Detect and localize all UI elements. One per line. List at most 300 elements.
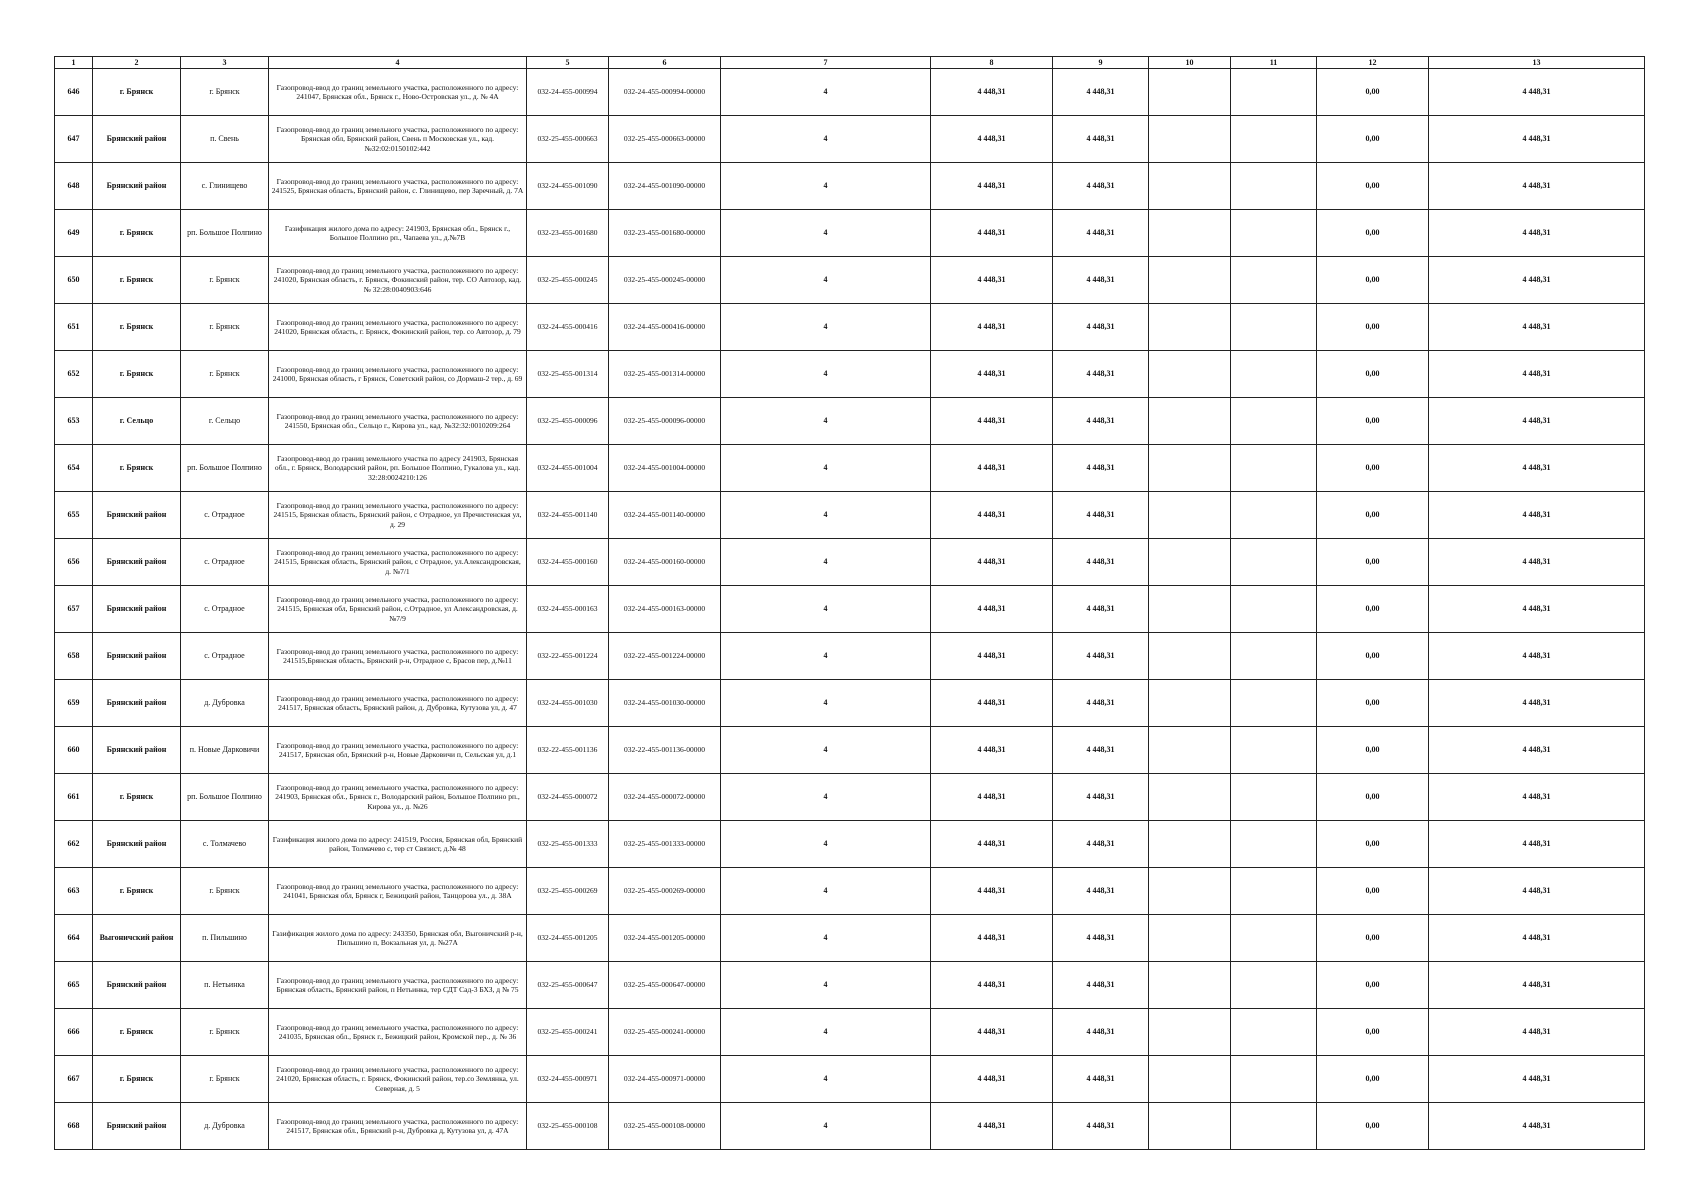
object-code-cell: 032-25-455-000241 — [527, 1009, 609, 1056]
col12-amount-cell: 0,00 — [1317, 633, 1429, 680]
col10-cell — [1149, 351, 1231, 398]
description-cell: Газопровод-ввод до границ земельного участка, расположенного по адресу: 241903, Брянская обл., Брянск г., Володарский район, Большое Полпино рп., Кирова ул., д. №26 — [269, 774, 527, 821]
row-number-cell: 660 — [55, 727, 93, 774]
locality-cell: с. Отрадное — [181, 539, 269, 586]
col12-amount-cell: 0,00 — [1317, 962, 1429, 1009]
object-code-full-cell: 032-25-455-000241-00000 — [609, 1009, 721, 1056]
district-cell: Брянский район — [93, 962, 181, 1009]
col8-amount-cell: 4 448,31 — [931, 727, 1053, 774]
col11-cell — [1231, 774, 1317, 821]
object-code-cell: 032-25-455-000108 — [527, 1103, 609, 1150]
object-code-full-cell: 032-24-455-001205-00000 — [609, 915, 721, 962]
object-code-full-cell: 032-25-455-000663-00000 — [609, 116, 721, 163]
col11-cell — [1231, 868, 1317, 915]
col8-amount-cell: 4 448,31 — [931, 1009, 1053, 1056]
col11-cell — [1231, 633, 1317, 680]
col9-amount-cell: 4 448,31 — [1053, 257, 1149, 304]
object-code-full-cell: 032-24-455-000971-00000 — [609, 1056, 721, 1103]
col7-cell: 4 — [721, 1056, 931, 1103]
table-row — [55, 1103, 1645, 1150]
district-cell: Брянский район — [93, 116, 181, 163]
table-row — [55, 445, 1645, 492]
object-code-cell: 032-25-455-000269 — [527, 868, 609, 915]
col8-amount-cell: 4 448,31 — [931, 445, 1053, 492]
column-header: 1 — [55, 57, 93, 69]
col8-amount-cell: 4 448,31 — [931, 962, 1053, 1009]
row-number-cell: 655 — [55, 492, 93, 539]
col13-amount-cell: 4 448,31 — [1429, 445, 1645, 492]
col13-amount-cell: 4 448,31 — [1429, 774, 1645, 821]
col9-amount-cell: 4 448,31 — [1053, 398, 1149, 445]
col13-amount-cell: 4 448,31 — [1429, 1009, 1645, 1056]
object-code-cell: 032-24-455-000971 — [527, 1056, 609, 1103]
table-row — [55, 774, 1645, 821]
locality-cell: г. Брянск — [181, 69, 269, 116]
col7-cell: 4 — [721, 915, 931, 962]
col9-amount-cell: 4 448,31 — [1053, 821, 1149, 868]
col7-cell: 4 — [721, 1009, 931, 1056]
column-header: 8 — [931, 57, 1053, 69]
col7-cell: 4 — [721, 69, 931, 116]
object-code-cell: 032-24-455-000163 — [527, 586, 609, 633]
col13-amount-cell: 4 448,31 — [1429, 680, 1645, 727]
col11-cell — [1231, 1009, 1317, 1056]
row-number-cell: 654 — [55, 445, 93, 492]
district-cell: г. Брянск — [93, 351, 181, 398]
locality-cell: с. Глинищево — [181, 163, 269, 210]
col12-amount-cell: 0,00 — [1317, 586, 1429, 633]
district-cell: Брянский район — [93, 586, 181, 633]
document-table-container — [54, 56, 1645, 1150]
table-row — [55, 1056, 1645, 1103]
col12-amount-cell: 0,00 — [1317, 304, 1429, 351]
col9-amount-cell: 4 448,31 — [1053, 962, 1149, 1009]
col9-amount-cell: 4 448,31 — [1053, 633, 1149, 680]
object-code-cell: 032-22-455-001136 — [527, 727, 609, 774]
col11-cell — [1231, 69, 1317, 116]
col11-cell — [1231, 680, 1317, 727]
col11-cell — [1231, 210, 1317, 257]
col12-amount-cell: 0,00 — [1317, 1056, 1429, 1103]
col7-cell: 4 — [721, 257, 931, 304]
district-cell: Брянский район — [93, 492, 181, 539]
object-code-full-cell: 032-25-455-001314-00000 — [609, 351, 721, 398]
col7-cell: 4 — [721, 116, 931, 163]
col10-cell — [1149, 633, 1231, 680]
column-header: 10 — [1149, 57, 1231, 69]
object-code-full-cell: 032-24-455-001030-00000 — [609, 680, 721, 727]
object-code-cell: 032-24-455-001140 — [527, 492, 609, 539]
object-code-full-cell: 032-24-455-001140-00000 — [609, 492, 721, 539]
description-cell: Газификация жилого дома по адресу: 241903, Брянская обл., Брянск г., Большое Полпино рп., Чапаева ул., д.№7В — [269, 210, 527, 257]
col8-amount-cell: 4 448,31 — [931, 680, 1053, 727]
col10-cell — [1149, 163, 1231, 210]
col9-amount-cell: 4 448,31 — [1053, 727, 1149, 774]
district-cell: Брянский район — [93, 680, 181, 727]
description-cell: Газопровод-ввод до границ земельного участка, расположенного по адресу: 241000, Брянская область, г Брянск, Советский район, со Дормаш-2 тер., д. 69 — [269, 351, 527, 398]
col12-amount-cell: 0,00 — [1317, 539, 1429, 586]
district-cell: Брянский район — [93, 821, 181, 868]
col12-amount-cell: 0,00 — [1317, 445, 1429, 492]
col7-cell: 4 — [721, 868, 931, 915]
table-row — [55, 257, 1645, 304]
locality-cell: с. Толмачево — [181, 821, 269, 868]
col10-cell — [1149, 1103, 1231, 1150]
col8-amount-cell: 4 448,31 — [931, 163, 1053, 210]
col13-amount-cell: 4 448,31 — [1429, 962, 1645, 1009]
col8-amount-cell: 4 448,31 — [931, 1056, 1053, 1103]
row-number-cell: 659 — [55, 680, 93, 727]
col10-cell — [1149, 868, 1231, 915]
description-cell: Газопровод-ввод до границ земельного участка, расположенного по адресу: 241517, Брянская область, Брянский район, д. Дубровка, Кутузова ул, д. 47 — [269, 680, 527, 727]
district-cell: Брянский район — [93, 633, 181, 680]
description-cell: Газопровод-ввод до границ земельного участка, расположенного по адресу: 241020, Брянская область, г. Брянск, Фокинский район, тер. со Автозор, д. 79 — [269, 304, 527, 351]
object-code-cell: 032-22-455-001224 — [527, 633, 609, 680]
col12-amount-cell: 0,00 — [1317, 69, 1429, 116]
col10-cell — [1149, 727, 1231, 774]
col13-amount-cell: 4 448,31 — [1429, 539, 1645, 586]
object-code-full-cell: 032-23-455-001680-00000 — [609, 210, 721, 257]
locality-cell: п. Нетьинка — [181, 962, 269, 1009]
col10-cell — [1149, 962, 1231, 1009]
col12-amount-cell: 0,00 — [1317, 351, 1429, 398]
district-cell: г. Брянск — [93, 868, 181, 915]
col8-amount-cell: 4 448,31 — [931, 586, 1053, 633]
description-cell: Газопровод-ввод до границ земельного участка, расположенного по адресу: 241517, Брянская обл, Брянский р-н, Новые Дарковичи п, Сельская ул, д.1 — [269, 727, 527, 774]
col7-cell: 4 — [721, 774, 931, 821]
object-code-full-cell: 032-24-455-001090-00000 — [609, 163, 721, 210]
col11-cell — [1231, 727, 1317, 774]
description-cell: Газопровод-ввод до границ земельного участка, расположенного по адресу: 241525, Брянская область, Брянский район, с. Глинищево, пер Заречный, д. 7А — [269, 163, 527, 210]
row-number-cell: 658 — [55, 633, 93, 680]
col9-amount-cell: 4 448,31 — [1053, 1056, 1149, 1103]
col9-amount-cell: 4 448,31 — [1053, 868, 1149, 915]
col8-amount-cell: 4 448,31 — [931, 351, 1053, 398]
col13-amount-cell: 4 448,31 — [1429, 821, 1645, 868]
col8-amount-cell: 4 448,31 — [931, 210, 1053, 257]
col12-amount-cell: 0,00 — [1317, 821, 1429, 868]
col9-amount-cell: 4 448,31 — [1053, 116, 1149, 163]
col11-cell — [1231, 915, 1317, 962]
object-code-full-cell: 032-25-455-000647-00000 — [609, 962, 721, 1009]
object-code-cell: 032-25-455-001333 — [527, 821, 609, 868]
district-cell: Брянский район — [93, 163, 181, 210]
table-row — [55, 680, 1645, 727]
col12-amount-cell: 0,00 — [1317, 398, 1429, 445]
col13-amount-cell: 4 448,31 — [1429, 163, 1645, 210]
col11-cell — [1231, 821, 1317, 868]
column-header: 12 — [1317, 57, 1429, 69]
col11-cell — [1231, 398, 1317, 445]
table-row — [55, 69, 1645, 116]
col7-cell: 4 — [721, 492, 931, 539]
row-number-cell: 648 — [55, 163, 93, 210]
col8-amount-cell: 4 448,31 — [931, 69, 1053, 116]
col9-amount-cell: 4 448,31 — [1053, 680, 1149, 727]
table-row — [55, 821, 1645, 868]
row-number-cell: 666 — [55, 1009, 93, 1056]
col9-amount-cell: 4 448,31 — [1053, 492, 1149, 539]
col9-amount-cell: 4 448,31 — [1053, 69, 1149, 116]
table-row — [55, 351, 1645, 398]
col12-amount-cell: 0,00 — [1317, 915, 1429, 962]
object-code-cell: 032-24-455-000160 — [527, 539, 609, 586]
col11-cell — [1231, 1103, 1317, 1150]
table-row — [55, 539, 1645, 586]
table-row — [55, 727, 1645, 774]
column-header: 11 — [1231, 57, 1317, 69]
row-number-cell: 652 — [55, 351, 93, 398]
col7-cell: 4 — [721, 586, 931, 633]
col12-amount-cell: 0,00 — [1317, 868, 1429, 915]
row-number-cell: 661 — [55, 774, 93, 821]
col10-cell — [1149, 116, 1231, 163]
locality-cell: г. Брянск — [181, 304, 269, 351]
object-code-cell: 032-25-455-000245 — [527, 257, 609, 304]
locality-cell: г. Брянск — [181, 257, 269, 304]
district-cell: г. Брянск — [93, 445, 181, 492]
object-code-full-cell: 032-22-455-001136-00000 — [609, 727, 721, 774]
locality-cell: г. Брянск — [181, 1056, 269, 1103]
data-table — [54, 56, 1645, 1150]
col11-cell — [1231, 586, 1317, 633]
locality-cell: д. Дубровка — [181, 680, 269, 727]
col13-amount-cell: 4 448,31 — [1429, 868, 1645, 915]
district-cell: г. Сельцо — [93, 398, 181, 445]
col9-amount-cell: 4 448,31 — [1053, 1103, 1149, 1150]
row-number-cell: 646 — [55, 69, 93, 116]
col8-amount-cell: 4 448,31 — [931, 821, 1053, 868]
locality-cell: с. Отрадное — [181, 586, 269, 633]
object-code-cell: 032-23-455-001680 — [527, 210, 609, 257]
col10-cell — [1149, 586, 1231, 633]
description-cell: Газификация жилого дома по адресу: 243350, Брянская обл, Выгоничский р-н, Пильшино п, Вокзальная ул, д. №27А — [269, 915, 527, 962]
header-row — [55, 57, 1645, 69]
col13-amount-cell: 4 448,31 — [1429, 304, 1645, 351]
object-code-cell: 032-24-455-000416 — [527, 304, 609, 351]
col8-amount-cell: 4 448,31 — [931, 398, 1053, 445]
col9-amount-cell: 4 448,31 — [1053, 774, 1149, 821]
col13-amount-cell: 4 448,31 — [1429, 1103, 1645, 1150]
district-cell: г. Брянск — [93, 257, 181, 304]
object-code-full-cell: 032-24-455-000072-00000 — [609, 774, 721, 821]
col11-cell — [1231, 116, 1317, 163]
col10-cell — [1149, 1009, 1231, 1056]
col9-amount-cell: 4 448,31 — [1053, 351, 1149, 398]
table-row — [55, 304, 1645, 351]
description-cell: Газопровод-ввод до границ земельного участка, расположенного по адресу: 241035, Брянская обл., Брянск г., Бежицкий район, Кромской пер., д. № 36 — [269, 1009, 527, 1056]
col11-cell — [1231, 1056, 1317, 1103]
col10-cell — [1149, 445, 1231, 492]
row-number-cell: 662 — [55, 821, 93, 868]
table-row — [55, 586, 1645, 633]
object-code-full-cell: 032-25-455-001333-00000 — [609, 821, 721, 868]
col7-cell: 4 — [721, 304, 931, 351]
description-cell: Газопровод-ввод до границ земельного участка, расположенного по адресу: Брянская обл, Брянский район, Свень п Московская ул., кад. №32:02:0150102:442 — [269, 116, 527, 163]
table-row — [55, 1009, 1645, 1056]
object-code-cell: 032-25-455-000663 — [527, 116, 609, 163]
table-row — [55, 633, 1645, 680]
object-code-full-cell: 032-24-455-000160-00000 — [609, 539, 721, 586]
col8-amount-cell: 4 448,31 — [931, 116, 1053, 163]
object-code-full-cell: 032-25-455-000245-00000 — [609, 257, 721, 304]
col13-amount-cell: 4 448,31 — [1429, 727, 1645, 774]
col12-amount-cell: 0,00 — [1317, 210, 1429, 257]
col10-cell — [1149, 398, 1231, 445]
col7-cell: 4 — [721, 727, 931, 774]
object-code-full-cell: 032-25-455-000269-00000 — [609, 868, 721, 915]
row-number-cell: 667 — [55, 1056, 93, 1103]
object-code-cell: 032-24-455-001205 — [527, 915, 609, 962]
col13-amount-cell: 4 448,31 — [1429, 116, 1645, 163]
column-header: 4 — [269, 57, 527, 69]
district-cell: г. Брянск — [93, 774, 181, 821]
column-header: 3 — [181, 57, 269, 69]
district-cell: г. Брянск — [93, 304, 181, 351]
col12-amount-cell: 0,00 — [1317, 680, 1429, 727]
row-number-cell: 651 — [55, 304, 93, 351]
col7-cell: 4 — [721, 351, 931, 398]
object-code-full-cell: 032-24-455-000163-00000 — [609, 586, 721, 633]
row-number-cell: 656 — [55, 539, 93, 586]
object-code-cell: 032-25-455-000096 — [527, 398, 609, 445]
col12-amount-cell: 0,00 — [1317, 1009, 1429, 1056]
col10-cell — [1149, 492, 1231, 539]
col8-amount-cell: 4 448,31 — [931, 304, 1053, 351]
col10-cell — [1149, 210, 1231, 257]
col8-amount-cell: 4 448,31 — [931, 633, 1053, 680]
col12-amount-cell: 0,00 — [1317, 116, 1429, 163]
description-cell: Газопровод-ввод до границ земельного участка, расположенного по адресу: 241515, Брянская область, Брянский район, с Отрадное, ул.Александровская, д. №7/1 — [269, 539, 527, 586]
col11-cell — [1231, 445, 1317, 492]
col12-amount-cell: 0,00 — [1317, 774, 1429, 821]
description-cell: Газопровод-ввод до границ земельного участка по адресу 241903, Брянская обл., г. Брянск, Володарский район, рп. Большое Полпино, Гукалова ул., кад. 32:28:0024210:126 — [269, 445, 527, 492]
object-code-full-cell: 032-24-455-000994-00000 — [609, 69, 721, 116]
col7-cell: 4 — [721, 680, 931, 727]
col11-cell — [1231, 492, 1317, 539]
col7-cell: 4 — [721, 962, 931, 1009]
object-code-full-cell: 032-25-455-000096-00000 — [609, 398, 721, 445]
table-row — [55, 868, 1645, 915]
col10-cell — [1149, 680, 1231, 727]
object-code-cell: 032-24-455-000994 — [527, 69, 609, 116]
col12-amount-cell: 0,00 — [1317, 257, 1429, 304]
locality-cell: с. Отрадное — [181, 633, 269, 680]
table-row — [55, 163, 1645, 210]
col9-amount-cell: 4 448,31 — [1053, 586, 1149, 633]
col13-amount-cell: 4 448,31 — [1429, 1056, 1645, 1103]
locality-cell: п. Пильшино — [181, 915, 269, 962]
description-cell: Газопровод-ввод до границ земельного участка, расположенного по адресу: 241517, Брянская обл., Брянский р-н, Дубровка д, Кутузова ул, д. 47А — [269, 1103, 527, 1150]
locality-cell: рп. Большое Полпино — [181, 445, 269, 492]
description-cell: Газификация жилого дома по адресу: 241519, Россия, Брянская обл, Брянский район, Толмачево с, тер ст Связист, д.№ 48 — [269, 821, 527, 868]
district-cell: г. Брянск — [93, 210, 181, 257]
column-header: 9 — [1053, 57, 1149, 69]
col8-amount-cell: 4 448,31 — [931, 492, 1053, 539]
locality-cell: г. Брянск — [181, 868, 269, 915]
col7-cell: 4 — [721, 398, 931, 445]
description-cell: Газопровод-ввод до границ земельного участка, расположенного по адресу: 241550, Брянская обл., Сельцо г., Кирова ул., кад. №32:32:0010209:264 — [269, 398, 527, 445]
table-row — [55, 492, 1645, 539]
col10-cell — [1149, 915, 1231, 962]
object-code-cell: 032-25-455-000647 — [527, 962, 609, 1009]
col7-cell: 4 — [721, 821, 931, 868]
object-code-cell: 032-24-455-000072 — [527, 774, 609, 821]
locality-cell: рп. Большое Полпино — [181, 774, 269, 821]
description-cell: Газопровод-ввод до границ земельного участка, расположенного по адресу: Брянская область, Брянский район, п Нетьинка, тер СДТ Сад-3 БХЗ, д № 75 — [269, 962, 527, 1009]
description-cell: Газопровод-ввод до границ земельного участка, расположенного по адресу: 241515,Брянская область, Брянский р-н, Отрадное с, Брасов пер, д.№11 — [269, 633, 527, 680]
table-row — [55, 210, 1645, 257]
col10-cell — [1149, 774, 1231, 821]
description-cell: Газопровод-ввод до границ земельного участка, расположенного по адресу: 241515, Брянская обл, Брянский район, с.Отрадное, ул Александровская, д. №7/9 — [269, 586, 527, 633]
district-cell: Брянский район — [93, 727, 181, 774]
col8-amount-cell: 4 448,31 — [931, 257, 1053, 304]
row-number-cell: 649 — [55, 210, 93, 257]
col8-amount-cell: 4 448,31 — [931, 774, 1053, 821]
col10-cell — [1149, 821, 1231, 868]
col12-amount-cell: 0,00 — [1317, 163, 1429, 210]
col12-amount-cell: 0,00 — [1317, 1103, 1429, 1150]
district-cell: г. Брянск — [93, 69, 181, 116]
column-header: 5 — [527, 57, 609, 69]
column-header: 7 — [721, 57, 931, 69]
locality-cell: рп. Большое Полпино — [181, 210, 269, 257]
column-header: 2 — [93, 57, 181, 69]
col13-amount-cell: 4 448,31 — [1429, 492, 1645, 539]
col10-cell — [1149, 304, 1231, 351]
col13-amount-cell: 4 448,31 — [1429, 351, 1645, 398]
column-header: 13 — [1429, 57, 1645, 69]
col9-amount-cell: 4 448,31 — [1053, 1009, 1149, 1056]
row-number-cell: 657 — [55, 586, 93, 633]
col12-amount-cell: 0,00 — [1317, 492, 1429, 539]
col9-amount-cell: 4 448,31 — [1053, 304, 1149, 351]
locality-cell: г. Брянск — [181, 1009, 269, 1056]
col8-amount-cell: 4 448,31 — [931, 868, 1053, 915]
table-body — [55, 69, 1645, 1150]
col7-cell: 4 — [721, 1103, 931, 1150]
locality-cell: д. Дубровка — [181, 1103, 269, 1150]
row-number-cell: 665 — [55, 962, 93, 1009]
col13-amount-cell: 4 448,31 — [1429, 915, 1645, 962]
col7-cell: 4 — [721, 210, 931, 257]
district-cell: Выгоничский район — [93, 915, 181, 962]
table-row — [55, 962, 1645, 1009]
col11-cell — [1231, 304, 1317, 351]
object-code-full-cell: 032-22-455-001224-00000 — [609, 633, 721, 680]
col11-cell — [1231, 257, 1317, 304]
col11-cell — [1231, 351, 1317, 398]
col9-amount-cell: 4 448,31 — [1053, 210, 1149, 257]
table-row — [55, 116, 1645, 163]
row-number-cell: 650 — [55, 257, 93, 304]
row-number-cell: 663 — [55, 868, 93, 915]
col7-cell: 4 — [721, 445, 931, 492]
col10-cell — [1149, 257, 1231, 304]
col11-cell — [1231, 163, 1317, 210]
description-cell: Газопровод-ввод до границ земельного участка, расположенного по адресу: 241047, Брянская обл., Брянск г., Ново-Островская ул., д. № 4А — [269, 69, 527, 116]
locality-cell: п. Новые Дарковичи — [181, 727, 269, 774]
col9-amount-cell: 4 448,31 — [1053, 163, 1149, 210]
col13-amount-cell: 4 448,31 — [1429, 398, 1645, 445]
col11-cell — [1231, 962, 1317, 1009]
col7-cell: 4 — [721, 633, 931, 680]
locality-cell: г. Брянск — [181, 351, 269, 398]
row-number-cell: 653 — [55, 398, 93, 445]
col9-amount-cell: 4 448,31 — [1053, 445, 1149, 492]
col11-cell — [1231, 539, 1317, 586]
description-cell: Газопровод-ввод до границ земельного участка, расположенного по адресу: 241041, Брянская обл, Брянск г, Бежицкий район, Танцорова ул., д. 38А — [269, 868, 527, 915]
